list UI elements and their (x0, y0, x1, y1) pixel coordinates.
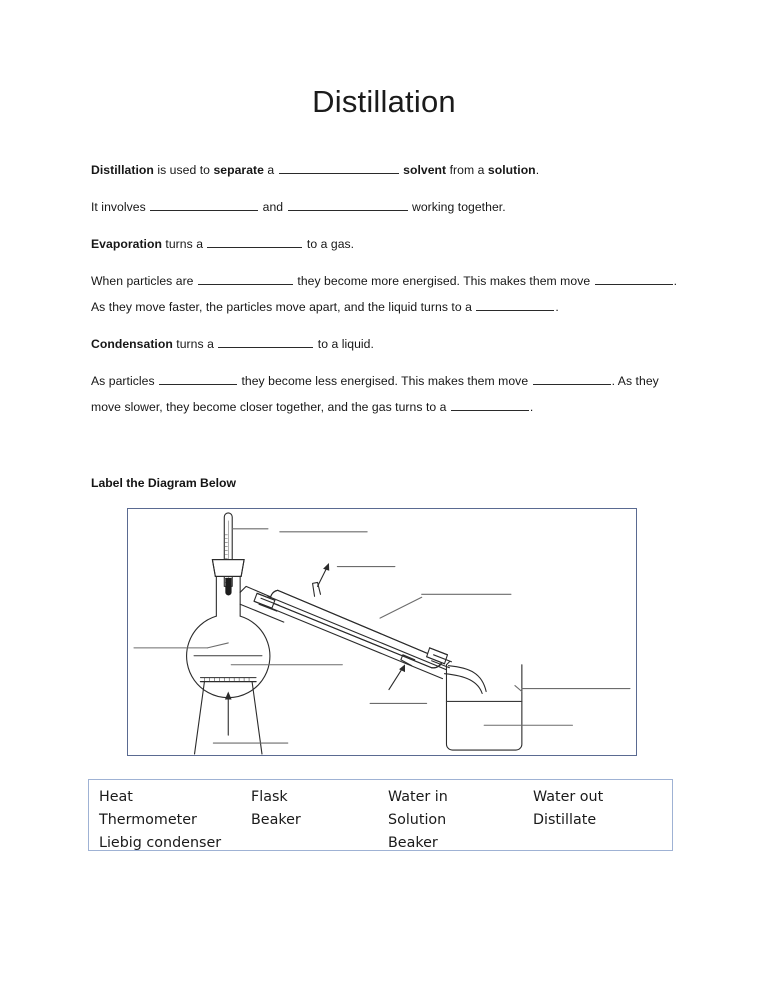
body-text: . (555, 299, 559, 314)
word-bank-column-1 (99, 786, 251, 855)
fill-in-blank[interactable] (595, 271, 673, 285)
body-text: When particles are (91, 274, 197, 289)
diagram-container (127, 508, 637, 756)
gauze-tripod-icon (200, 678, 256, 682)
fill-in-blank[interactable] (288, 197, 408, 211)
fill-in-blank[interactable] (198, 271, 293, 285)
word-bank-column-3 (388, 786, 533, 855)
body-text: they become less energised. This makes them move (238, 374, 532, 389)
body-text: . As they move faster, the particles move apart, and the liquid turns to a (91, 274, 678, 314)
leader-condenser (380, 597, 422, 618)
body-text: . (529, 399, 534, 414)
water-out-arrow-icon (318, 563, 330, 586)
word-bank-item: Solution (388, 812, 447, 828)
keyword-text: solution (487, 163, 536, 177)
body-text: they become more energised. This makes them move (293, 274, 594, 289)
word-bank-item: Flask (251, 789, 288, 805)
water-in-arrow-icon (389, 664, 405, 689)
word-bank-column-4 (533, 786, 672, 855)
page-title: Distillation (312, 84, 456, 119)
section-heading: Label the Diagram Below (91, 476, 236, 490)
leader-flask (207, 643, 228, 648)
worksheet-text-block (91, 158, 679, 432)
body-text: and (259, 200, 287, 215)
paragraph-4 (91, 269, 679, 320)
body-text: working together. (408, 200, 506, 215)
delivery-tube-icon (444, 666, 486, 694)
word-bank-column-2 (251, 786, 388, 855)
word-bank-item: Thermometer (99, 812, 197, 828)
keyword-text: solvent (403, 163, 447, 177)
body-text: turns a (161, 237, 207, 252)
paragraph-5 (91, 332, 679, 358)
paragraph-2 (91, 195, 679, 221)
fill-in-blank[interactable] (150, 197, 258, 211)
word-bank-item: Distillate (533, 812, 597, 828)
body-text: from a (446, 163, 488, 177)
word-bank-item: Heat (99, 789, 133, 805)
leader-beaker (515, 686, 522, 692)
word-bank-item: Water in (388, 789, 448, 805)
stopper-icon (212, 560, 244, 577)
fill-in-blank[interactable] (279, 160, 399, 174)
fill-in-blank[interactable] (159, 371, 237, 385)
keyword-text: Condensation (91, 336, 173, 351)
body-text: . (535, 163, 540, 177)
body-text: It involves (91, 200, 150, 215)
word-bank-item: Beaker (251, 812, 301, 828)
word-bank-table (88, 779, 673, 851)
paragraph-1 (91, 158, 679, 184)
body-text: is used to (153, 163, 214, 177)
body-text: to a gas. (303, 237, 355, 252)
word-bank-item: Beaker (388, 835, 438, 851)
keyword-text: Evaporation (91, 237, 162, 252)
word-bank-item: Liebig condenser (99, 835, 222, 851)
fill-in-blank[interactable] (476, 297, 554, 311)
fill-in-blank[interactable] (451, 397, 529, 411)
collecting-beaker-icon (446, 662, 521, 750)
heat-arrow-icon (225, 692, 232, 736)
liebig-condenser-icon (254, 590, 451, 678)
thermometer-icon (224, 513, 232, 595)
body-text: turns a (172, 336, 218, 351)
keyword-text: separate (213, 163, 264, 177)
body-text: to a liquid. (314, 336, 374, 351)
body-text: . As they move slower, they become closer together, and the gas turns to a (91, 374, 659, 414)
fill-in-blank[interactable] (533, 371, 611, 385)
distillation-apparatus-svg (128, 509, 636, 755)
word-bank-item: Water out (533, 789, 604, 805)
fill-in-blank[interactable] (218, 334, 313, 348)
keyword-text: Distillation (91, 163, 154, 177)
paragraph-6 (91, 369, 679, 420)
body-text: a (264, 163, 278, 177)
fill-in-blank[interactable] (207, 234, 302, 248)
water-out-port (313, 582, 321, 596)
paragraph-3 (91, 232, 679, 258)
body-text: As particles (91, 374, 159, 389)
